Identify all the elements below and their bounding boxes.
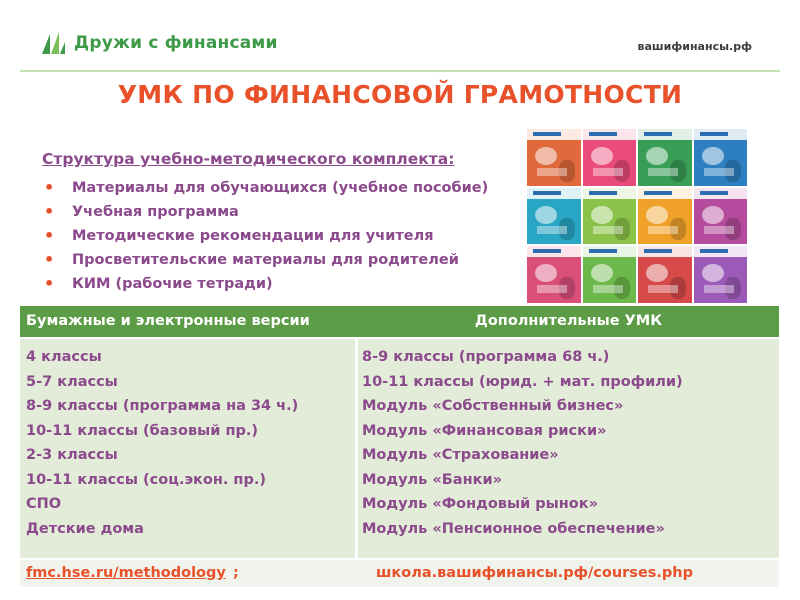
table-row: 8-9 классы (программа 68 ч.) <box>362 349 610 365</box>
book-cover <box>527 129 581 186</box>
logo[interactable] <box>40 30 278 56</box>
list-item <box>42 200 488 224</box>
courses-link[interactable]: школа.вашифинансы.рф/courses.php <box>376 565 693 581</box>
book-cover <box>527 246 581 303</box>
structure-list <box>42 176 488 296</box>
list-item <box>42 248 488 272</box>
logo-text: Дружи с финансами <box>74 33 278 53</box>
table-row: 10-11 классы (юрид. + мат. профили) <box>362 373 683 390</box>
book-cover <box>694 129 748 186</box>
table-column-left <box>20 339 355 558</box>
header <box>0 0 800 70</box>
table-row: 8-9 классы (программа на 34 ч.) <box>26 398 299 414</box>
table-row: Детские дома <box>26 520 144 537</box>
table-row: 5-7 классы <box>26 373 118 390</box>
book-cover <box>694 188 748 245</box>
book-cover <box>583 188 637 245</box>
table-header-left: Бумажные и электронные версии <box>20 306 361 337</box>
book-cover <box>527 188 581 245</box>
table-row: Модуль «Банки» <box>362 471 502 488</box>
bullet-icon: • <box>44 274 55 293</box>
table-row: Модуль «Финансовая риски» <box>362 422 607 439</box>
table-footer <box>20 560 779 587</box>
list-item-text: Просветительские материалы для родителей <box>72 252 459 268</box>
bullet-icon: • <box>44 250 55 269</box>
table-row: Модуль «Пенсионное обеспечение» <box>362 520 665 537</box>
structure-heading: Структура учебно-методического комплекта: <box>42 150 455 168</box>
table-row: Модуль «Страхование» <box>362 447 559 463</box>
book-cover <box>638 188 692 245</box>
header-divider <box>20 70 780 72</box>
list-item <box>42 224 488 248</box>
table-row: 10-11 классы (соц.экон. пр.) <box>26 471 266 488</box>
book-cover <box>583 246 637 303</box>
table-row: СПО <box>26 496 62 512</box>
logo-leaf-icon <box>40 30 66 56</box>
link-separator: ; <box>233 565 239 581</box>
book-cover <box>583 129 637 186</box>
table-column-right <box>358 339 779 558</box>
list-item-text: Материалы для обучающихся (учебное пособие) <box>72 180 489 196</box>
table-row: 4 классы <box>26 349 102 365</box>
table-row: Модуль «Собственный бизнес» <box>362 398 624 414</box>
list-item <box>42 272 488 296</box>
left-list <box>20 339 355 541</box>
book-cover <box>694 246 748 303</box>
book-cover <box>638 129 692 186</box>
bullet-icon: • <box>44 202 55 221</box>
list-item-text: Методические рекомендации для учителя <box>72 228 434 244</box>
book-cover <box>638 246 692 303</box>
book-covers-image <box>527 129 747 303</box>
table-header-right: Дополнительные УМК <box>358 306 779 337</box>
page-title: УМК ПО ФИНАНСОВОЙ ГРАМОТНОСТИ <box>117 80 683 109</box>
list-item <box>42 176 488 200</box>
bullet-icon: • <box>44 178 55 197</box>
bullet-icon: • <box>44 226 55 245</box>
methodology-link[interactable]: fmc.hse.ru/methodology <box>26 565 226 581</box>
list-item-text: КИМ (рабочие тетради) <box>72 276 273 292</box>
umk-table <box>20 306 779 587</box>
right-list <box>358 339 779 541</box>
site-link[interactable]: вашифинансы.рф <box>637 40 752 53</box>
table-row: 2-3 классы <box>26 447 118 463</box>
table-row: 10-11 классы (базовый пр.) <box>26 422 258 439</box>
list-item-text: Учебная программа <box>72 204 239 220</box>
table-row: Модуль «Фондовый рынок» <box>362 496 598 512</box>
